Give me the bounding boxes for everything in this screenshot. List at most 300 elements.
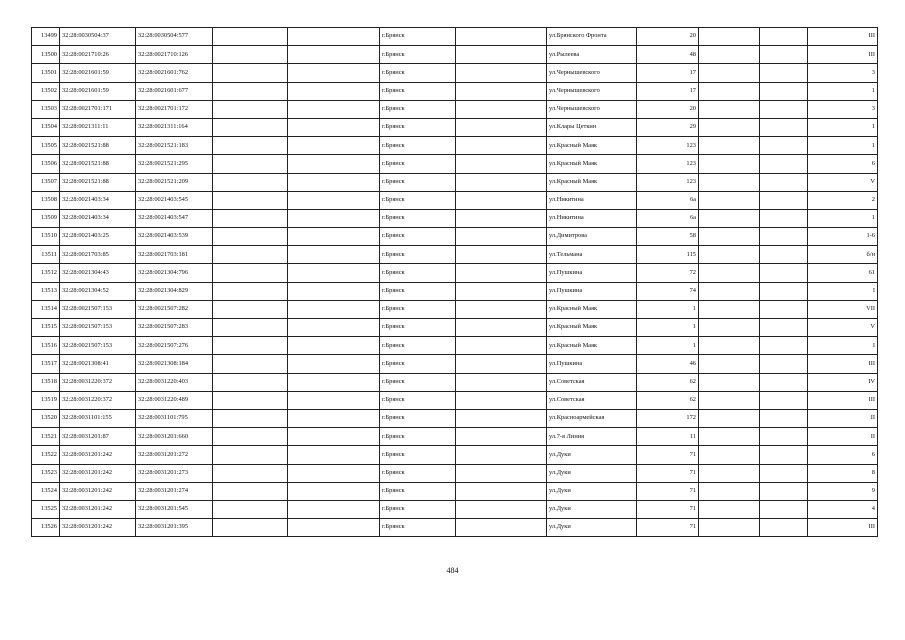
- cell-house-number: 115: [637, 246, 699, 264]
- cell-cadastral-quarter: 32:28:0021304:52: [60, 282, 136, 300]
- cell-field-7: [456, 391, 547, 409]
- cell-city: г.Брянск: [380, 82, 456, 100]
- property-register-table: [31, 27, 878, 537]
- cell-street: ул.Тельмана: [547, 246, 637, 264]
- cell-cadastral-quarter: 32:28:0021521:88: [60, 155, 136, 173]
- cell-city: г.Брянск: [380, 228, 456, 246]
- table-row: [32, 446, 878, 464]
- cell-street: ул.Дуки: [547, 446, 637, 464]
- cell-house-number: 46: [637, 355, 699, 373]
- cell-field-5: [288, 337, 380, 355]
- cell-city: г.Брянск: [380, 464, 456, 482]
- cell-field-5: [288, 155, 380, 173]
- cell-unit-number: 4: [808, 500, 878, 518]
- table-row: [32, 100, 878, 118]
- cell-field-11: [760, 173, 808, 191]
- cell-field-5: [288, 282, 380, 300]
- cell-cadastral-number: 32:28:0021521:295: [136, 155, 213, 173]
- table-row: [32, 118, 878, 136]
- cell-cadastral-quarter: 32:28:0021403:25: [60, 228, 136, 246]
- cell-field-5: [288, 464, 380, 482]
- cell-unit-number: IV: [808, 373, 878, 391]
- cell-house-number: 20: [637, 28, 699, 46]
- cell-field-5: [288, 209, 380, 227]
- table-row: [32, 373, 878, 391]
- cell-street: ул.Дуки: [547, 482, 637, 500]
- cell-field-7: [456, 300, 547, 318]
- cell-field-7: [456, 319, 547, 337]
- cell-field-4: [213, 46, 288, 64]
- cell-field-7: [456, 464, 547, 482]
- cell-cadastral-quarter: 32:28:0021507:153: [60, 300, 136, 318]
- cell-field-4: [213, 337, 288, 355]
- cell-field-7: [456, 82, 547, 100]
- cell-field-10: [699, 446, 760, 464]
- table-row: [32, 173, 878, 191]
- cell-field-4: [213, 264, 288, 282]
- cell-cadastral-number: 32:28:0021304:829: [136, 282, 213, 300]
- cell-row-number: 13501: [32, 64, 60, 82]
- cell-cadastral-number: 32:28:0021521:183: [136, 137, 213, 155]
- cell-field-10: [699, 355, 760, 373]
- cell-cadastral-number: 32:28:0031201:660: [136, 428, 213, 446]
- cell-field-11: [760, 300, 808, 318]
- cell-field-11: [760, 519, 808, 537]
- cell-cadastral-number: 32:28:0031201:395: [136, 519, 213, 537]
- cell-field-7: [456, 355, 547, 373]
- cell-house-number: 17: [637, 82, 699, 100]
- cell-unit-number: 1: [808, 137, 878, 155]
- cell-field-11: [760, 446, 808, 464]
- cell-field-11: [760, 282, 808, 300]
- cell-field-10: [699, 319, 760, 337]
- cell-street: ул.Красноармейская: [547, 409, 637, 427]
- cell-field-11: [760, 246, 808, 264]
- cell-cadastral-quarter: 32:28:0021710:26: [60, 46, 136, 64]
- cell-row-number: 13525: [32, 500, 60, 518]
- cell-field-10: [699, 118, 760, 136]
- table-row: [32, 337, 878, 355]
- cell-city: г.Брянск: [380, 264, 456, 282]
- cell-field-4: [213, 428, 288, 446]
- cell-house-number: 123: [637, 173, 699, 191]
- cell-street: ул.Красный Маяк: [547, 337, 637, 355]
- cell-row-number: 13513: [32, 282, 60, 300]
- cell-row-number: 13518: [32, 373, 60, 391]
- cell-city: г.Брянск: [380, 282, 456, 300]
- cell-field-4: [213, 209, 288, 227]
- cell-field-5: [288, 246, 380, 264]
- cell-city: г.Брянск: [380, 482, 456, 500]
- cell-cadastral-quarter: 32:28:0021701:171: [60, 100, 136, 118]
- cell-field-10: [699, 300, 760, 318]
- table-row: [32, 428, 878, 446]
- cell-field-11: [760, 500, 808, 518]
- cell-house-number: 11: [637, 428, 699, 446]
- table-row: [32, 82, 878, 100]
- cell-field-7: [456, 428, 547, 446]
- cell-field-10: [699, 64, 760, 82]
- cell-unit-number: III: [808, 519, 878, 537]
- cell-city: г.Брянск: [380, 446, 456, 464]
- cell-cadastral-quarter: 32:28:0021703:85: [60, 246, 136, 264]
- cell-field-10: [699, 209, 760, 227]
- cell-cadastral-number: 32:28:0021304:796: [136, 264, 213, 282]
- cell-field-7: [456, 155, 547, 173]
- cell-field-5: [288, 64, 380, 82]
- cell-street: ул.Клары Цеткин: [547, 118, 637, 136]
- cell-field-7: [456, 191, 547, 209]
- cell-field-7: [456, 118, 547, 136]
- cell-cadastral-quarter: 32:28:0021601:59: [60, 82, 136, 100]
- cell-field-7: [456, 264, 547, 282]
- cell-field-11: [760, 28, 808, 46]
- table-row: [32, 209, 878, 227]
- cell-city: г.Брянск: [380, 100, 456, 118]
- cell-house-number: 17: [637, 64, 699, 82]
- cell-house-number: 62: [637, 373, 699, 391]
- table-row: [32, 64, 878, 82]
- cell-field-7: [456, 100, 547, 118]
- cell-field-7: [456, 46, 547, 64]
- cell-field-11: [760, 46, 808, 64]
- cell-field-5: [288, 191, 380, 209]
- cell-unit-number: 61: [808, 264, 878, 282]
- cell-cadastral-quarter: 32:28:0031201:87: [60, 428, 136, 446]
- cell-house-number: 1: [637, 300, 699, 318]
- cell-field-7: [456, 337, 547, 355]
- cell-field-4: [213, 391, 288, 409]
- cell-field-5: [288, 173, 380, 191]
- table-row: [32, 464, 878, 482]
- cell-city: г.Брянск: [380, 337, 456, 355]
- cell-field-7: [456, 500, 547, 518]
- cell-street: ул.Красный Маяк: [547, 319, 637, 337]
- cell-unit-number: 8: [808, 464, 878, 482]
- cell-field-4: [213, 355, 288, 373]
- cell-city: г.Брянск: [380, 137, 456, 155]
- cell-field-11: [760, 319, 808, 337]
- cell-field-7: [456, 209, 547, 227]
- cell-street: ул.Димитрова: [547, 228, 637, 246]
- cell-field-10: [699, 191, 760, 209]
- cell-unit-number: 9: [808, 482, 878, 500]
- cell-field-7: [456, 446, 547, 464]
- cell-unit-number: III: [808, 28, 878, 46]
- cell-field-7: [456, 228, 547, 246]
- cell-city: г.Брянск: [380, 209, 456, 227]
- cell-house-number: 71: [637, 464, 699, 482]
- cell-field-10: [699, 282, 760, 300]
- cell-city: г.Брянск: [380, 64, 456, 82]
- cell-street: ул.Дуки: [547, 519, 637, 537]
- cell-row-number: 13526: [32, 519, 60, 537]
- cell-field-11: [760, 209, 808, 227]
- cell-unit-number: I: [808, 337, 878, 355]
- cell-house-number: 20: [637, 100, 699, 118]
- cell-unit-number: I: [808, 282, 878, 300]
- cell-street: ул.Дуки: [547, 500, 637, 518]
- cell-field-4: [213, 482, 288, 500]
- cell-street: ул.Чернышевского: [547, 64, 637, 82]
- cell-field-7: [456, 373, 547, 391]
- cell-field-11: [760, 337, 808, 355]
- cell-cadastral-quarter: 32:28:0031201:242: [60, 519, 136, 537]
- cell-field-4: [213, 446, 288, 464]
- table-row: [32, 264, 878, 282]
- cell-city: г.Брянск: [380, 519, 456, 537]
- cell-cadastral-number: 32:28:0021507:283: [136, 319, 213, 337]
- cell-cadastral-quarter: 32:28:0021521:88: [60, 173, 136, 191]
- cell-unit-number: III: [808, 46, 878, 64]
- cell-field-7: [456, 282, 547, 300]
- cell-cadastral-quarter: 32:28:0031220:372: [60, 391, 136, 409]
- cell-unit-number: 2: [808, 191, 878, 209]
- cell-field-11: [760, 82, 808, 100]
- table-row: [32, 409, 878, 427]
- cell-street: ул.Никитина: [547, 209, 637, 227]
- cell-field-10: [699, 373, 760, 391]
- cell-cadastral-number: 32:28:0031201:545: [136, 500, 213, 518]
- cell-field-11: [760, 64, 808, 82]
- cell-field-11: [760, 428, 808, 446]
- cell-city: г.Брянск: [380, 391, 456, 409]
- cell-house-number: 1: [637, 319, 699, 337]
- cell-field-5: [288, 373, 380, 391]
- cell-row-number: 13515: [32, 319, 60, 337]
- cell-cadastral-quarter: 32:28:0031101:155: [60, 409, 136, 427]
- cell-field-5: [288, 118, 380, 136]
- cell-field-11: [760, 391, 808, 409]
- cell-field-10: [699, 173, 760, 191]
- cell-field-4: [213, 319, 288, 337]
- cell-field-11: [760, 155, 808, 173]
- cell-field-5: [288, 319, 380, 337]
- page-number: 484: [446, 566, 459, 575]
- table-row: [32, 246, 878, 264]
- cell-cadastral-number: 32:28:0031201:272: [136, 446, 213, 464]
- cell-unit-number: III: [808, 355, 878, 373]
- table-row: [32, 500, 878, 518]
- cell-row-number: 13499: [32, 28, 60, 46]
- cell-house-number: 29: [637, 118, 699, 136]
- cell-row-number: 13522: [32, 446, 60, 464]
- cell-unit-number: 1: [808, 118, 878, 136]
- cell-row-number: 13524: [32, 482, 60, 500]
- cell-city: г.Брянск: [380, 28, 456, 46]
- cell-field-4: [213, 100, 288, 118]
- cell-cadastral-number: 32:28:0021507:276: [136, 337, 213, 355]
- table-row: [32, 137, 878, 155]
- cell-field-5: [288, 100, 380, 118]
- cell-field-7: [456, 64, 547, 82]
- cell-city: г.Брянск: [380, 355, 456, 373]
- cell-field-4: [213, 282, 288, 300]
- cell-house-number: 71: [637, 482, 699, 500]
- cell-row-number: 13519: [32, 391, 60, 409]
- cell-unit-number: 3: [808, 64, 878, 82]
- cell-row-number: 13521: [32, 428, 60, 446]
- cell-street: ул.Красный Маяк: [547, 300, 637, 318]
- cell-street: ул.Брянского Фронта: [547, 28, 637, 46]
- cell-field-10: [699, 100, 760, 118]
- cell-cadastral-quarter: 32:28:0021304:43: [60, 264, 136, 282]
- cell-cadastral-number: 32:28:0030504:577: [136, 28, 213, 46]
- cell-street: ул.Никитина: [547, 191, 637, 209]
- cell-street: ул.Пушкина: [547, 355, 637, 373]
- cell-field-11: [760, 464, 808, 482]
- cell-cadastral-quarter: 32:28:0031201:242: [60, 500, 136, 518]
- cell-field-10: [699, 82, 760, 100]
- cell-cadastral-number: 32:28:0021710:126: [136, 46, 213, 64]
- cell-unit-number: V: [808, 319, 878, 337]
- cell-cadastral-number: 32:28:0021521:209: [136, 173, 213, 191]
- cell-field-5: [288, 391, 380, 409]
- cell-city: г.Брянск: [380, 191, 456, 209]
- cell-street: ул.Советская: [547, 391, 637, 409]
- cell-row-number: 13514: [32, 300, 60, 318]
- cell-city: г.Брянск: [380, 500, 456, 518]
- table-row: [32, 300, 878, 318]
- cell-field-4: [213, 155, 288, 173]
- cell-house-number: 71: [637, 519, 699, 537]
- cell-field-7: [456, 173, 547, 191]
- cell-field-4: [213, 500, 288, 518]
- cell-cadastral-quarter: 32:28:0021521:88: [60, 137, 136, 155]
- cell-field-10: [699, 246, 760, 264]
- cell-street: ул.Чернышевского: [547, 100, 637, 118]
- cell-street: ул.Советская: [547, 373, 637, 391]
- cell-field-5: [288, 428, 380, 446]
- cell-field-7: [456, 28, 547, 46]
- cell-field-4: [213, 519, 288, 537]
- cell-field-5: [288, 228, 380, 246]
- cell-field-5: [288, 82, 380, 100]
- table-row: [32, 355, 878, 373]
- cell-cadastral-number: 32:28:0021601:762: [136, 64, 213, 82]
- cell-street: ул.Дуки: [547, 464, 637, 482]
- cell-field-11: [760, 191, 808, 209]
- cell-cadastral-number: 32:28:0021403:547: [136, 209, 213, 227]
- cell-house-number: 58: [637, 228, 699, 246]
- cell-unit-number: II: [808, 428, 878, 446]
- cell-house-number: 48: [637, 46, 699, 64]
- cell-house-number: 123: [637, 137, 699, 155]
- cell-field-10: [699, 137, 760, 155]
- cell-cadastral-number: 32:28:0021311:164: [136, 118, 213, 136]
- cell-cadastral-quarter: 32:28:0031201:242: [60, 482, 136, 500]
- cell-city: г.Брянск: [380, 155, 456, 173]
- cell-city: г.Брянск: [380, 428, 456, 446]
- cell-cadastral-quarter: 32:28:0021601:59: [60, 64, 136, 82]
- cell-unit-number: 6: [808, 446, 878, 464]
- cell-field-4: [213, 28, 288, 46]
- cell-field-4: [213, 373, 288, 391]
- cell-row-number: 13509: [32, 209, 60, 227]
- cell-field-10: [699, 519, 760, 537]
- cell-cadastral-number: 32:28:0021403:545: [136, 191, 213, 209]
- table-body: [32, 28, 878, 537]
- cell-cadastral-quarter: 32:28:0021403:34: [60, 209, 136, 227]
- cell-field-4: [213, 191, 288, 209]
- cell-field-4: [213, 228, 288, 246]
- cell-field-11: [760, 100, 808, 118]
- cell-row-number: 13523: [32, 464, 60, 482]
- cell-unit-number: V: [808, 173, 878, 191]
- table-row: [32, 28, 878, 46]
- table-row: [32, 191, 878, 209]
- cell-city: г.Брянск: [380, 319, 456, 337]
- cell-field-5: [288, 137, 380, 155]
- cell-field-4: [213, 64, 288, 82]
- cell-field-10: [699, 482, 760, 500]
- cell-row-number: 13504: [32, 118, 60, 136]
- cell-house-number: 6а: [637, 209, 699, 227]
- table-row: [32, 482, 878, 500]
- cell-street: ул.Красный Маяк: [547, 173, 637, 191]
- cell-row-number: 13508: [32, 191, 60, 209]
- cell-unit-number: 3: [808, 100, 878, 118]
- table-row: [32, 319, 878, 337]
- cell-field-5: [288, 519, 380, 537]
- cell-field-11: [760, 137, 808, 155]
- cell-field-5: [288, 446, 380, 464]
- cell-unit-number: 1: [808, 209, 878, 227]
- table-row: [32, 46, 878, 64]
- cell-cadastral-number: 32:28:0031220:489: [136, 391, 213, 409]
- cell-field-10: [699, 409, 760, 427]
- cell-field-10: [699, 464, 760, 482]
- cell-field-4: [213, 409, 288, 427]
- cell-field-7: [456, 137, 547, 155]
- cell-row-number: 13511: [32, 246, 60, 264]
- cell-cadastral-number: 32:28:0021701:172: [136, 100, 213, 118]
- cell-city: г.Брянск: [380, 246, 456, 264]
- cell-field-4: [213, 118, 288, 136]
- cell-row-number: 13502: [32, 82, 60, 100]
- cell-unit-number: б/н: [808, 246, 878, 264]
- cell-field-7: [456, 246, 547, 264]
- cell-field-10: [699, 391, 760, 409]
- cell-field-11: [760, 228, 808, 246]
- cell-unit-number: 6: [808, 155, 878, 173]
- cell-field-5: [288, 409, 380, 427]
- cell-field-11: [760, 409, 808, 427]
- cell-street: ул.Пушкина: [547, 264, 637, 282]
- cell-street: ул.Чернышевского: [547, 82, 637, 100]
- cell-house-number: 74: [637, 282, 699, 300]
- cell-field-11: [760, 482, 808, 500]
- cell-city: г.Брянск: [380, 300, 456, 318]
- cell-unit-number: II: [808, 409, 878, 427]
- cell-cadastral-quarter: 32:28:0021507:153: [60, 337, 136, 355]
- cell-row-number: 13517: [32, 355, 60, 373]
- cell-field-10: [699, 428, 760, 446]
- cell-field-10: [699, 228, 760, 246]
- cell-row-number: 13516: [32, 337, 60, 355]
- cell-house-number: 1: [637, 337, 699, 355]
- cell-row-number: 13520: [32, 409, 60, 427]
- cell-cadastral-number: 32:28:0021403:539: [136, 228, 213, 246]
- cell-field-4: [213, 464, 288, 482]
- cell-field-4: [213, 82, 288, 100]
- cell-cadastral-number: 32:28:0031101:795: [136, 409, 213, 427]
- cell-row-number: 13505: [32, 137, 60, 155]
- cell-field-5: [288, 482, 380, 500]
- cell-field-10: [699, 155, 760, 173]
- cell-field-11: [760, 118, 808, 136]
- cell-field-5: [288, 46, 380, 64]
